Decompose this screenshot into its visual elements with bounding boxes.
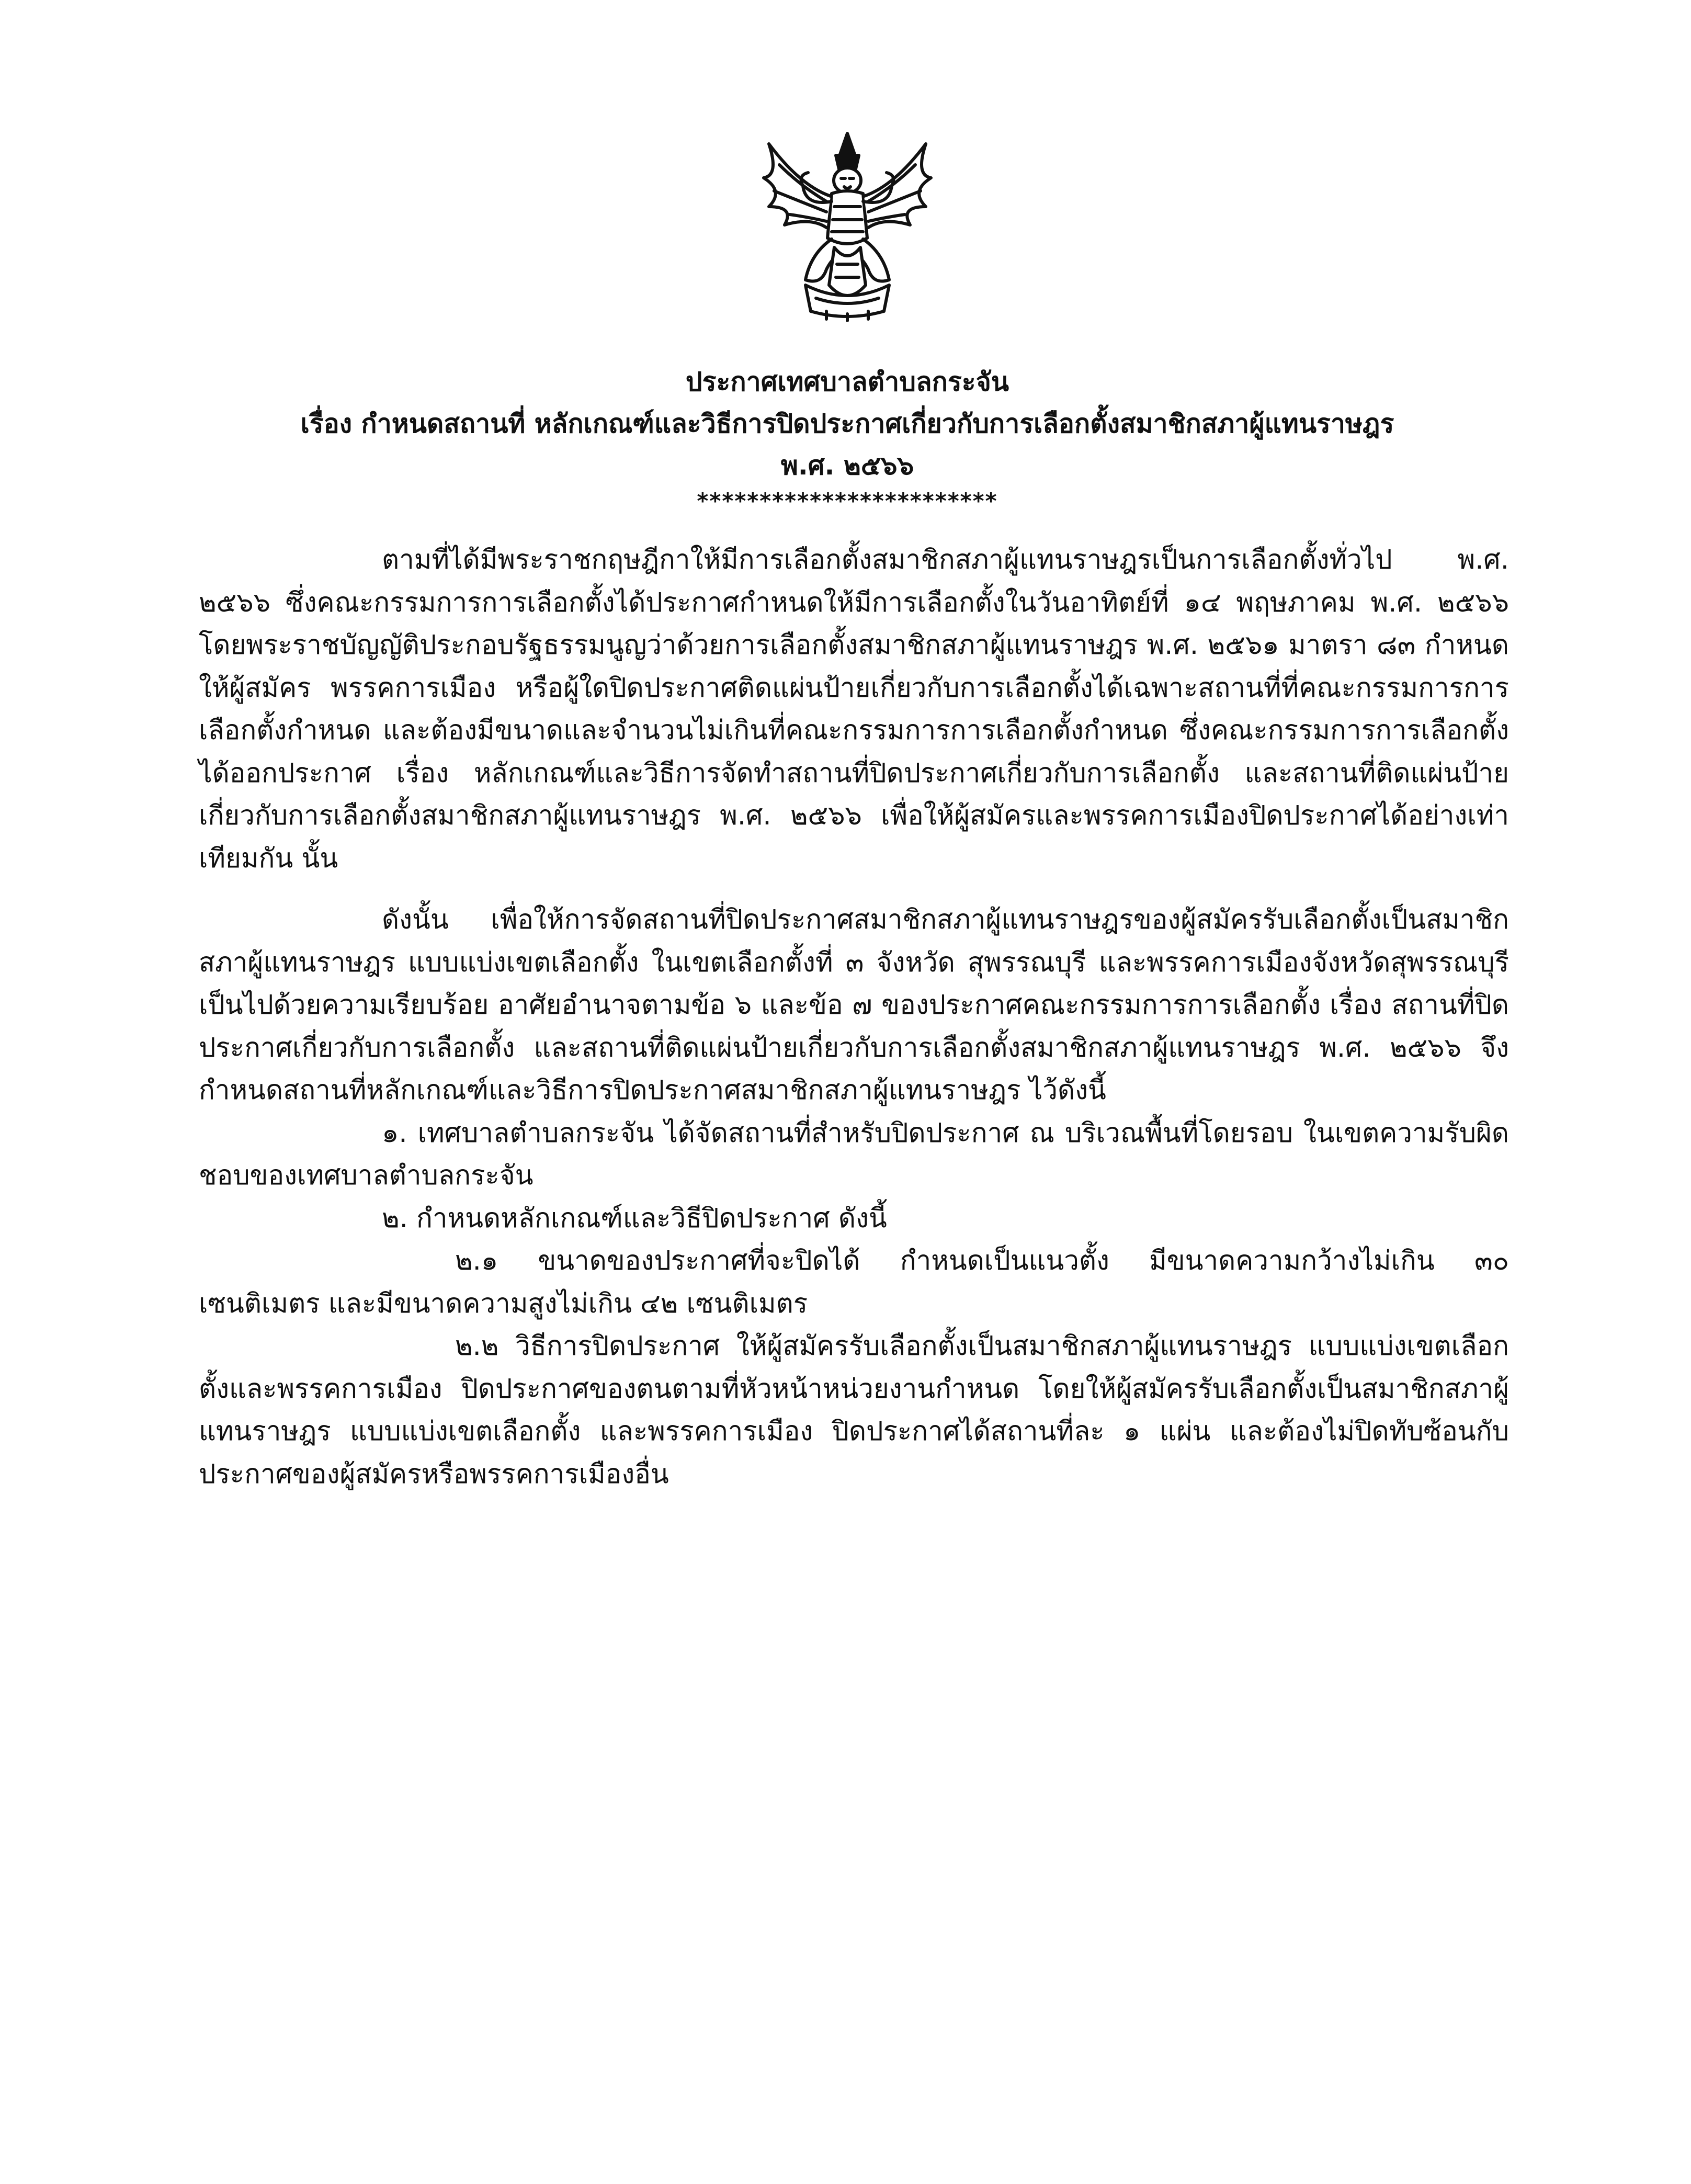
title-separator: ************************ — [697, 488, 998, 514]
paragraph-decision: ดังนั้น เพื่อให้การจัดสถานที่ปิดประกาศสมาชิกสภาผู้แทนราษฎรของผู้สมัครรับเลือกตั้งเป็นสมาชิกสภาผู้แทนราษฎร แบบแบ่งเขตเลือกตั้ง ในเขตเลือกตั้งที่ ๓ จังหวัด สุพรรณบุรี และพรรคการเมืองจังหวัดสุพรรณบุรี เป็นไปด้วยความเรียบร้อย อาศัยอำนาจตามข้อ ๖ และข้อ ๗ ของประกาศคณะกรรมการการเลือกตั้ง เรื่อง สถานที่ปิดประกาศเกี่ยวกับการเลือกตั้ง และสถานที่ติดแผ่นป้ายเกี่ยวกับการเลือกตั้งสมาชิกสภาผู้แทนราษฎร พ.ศ. ๒๕๖๖ จึงกำหนดสถานที่หลักเกณฑ์และวิธีการปิดประกาศสมาชิกสภาผู้แทนราษฎร ไว้ดังนี้ — [199, 904, 1509, 1106]
list-item-2-2: ๒.๒ วิธีการปิดประกาศ ให้ผู้สมัครรับเลือกตั้งเป็นสมาชิกสภาผู้แทนราษฎร แบบแบ่งเขตเลือกตั้งและพรรคการเมือง ปิดประกาศของตนตามที่หัวหน้าหน่วยงานกำหนด โดยให้ผู้สมัครรับเลือกตั้งเป็นสมาชิกสภาผู้แทนราษฎร แบบแบ่งเขตเลือกตั้ง และพรรคการเมือง ปิดประกาศได้สถานที่ละ ๑ แผ่น และต้องไม่ปิดทับซ้อนกับประกาศของผู้สมัครหรือพรรคการเมืองอื่น — [199, 1331, 1509, 1490]
list-item-2: ๒. กำหนดหลักเกณฑ์และวิธีปิดประกาศ ดังนี้ — [382, 1203, 887, 1234]
title-block — [194, 361, 1501, 516]
announcement-title: ประกาศเทศบาลตำบลกระจัน — [685, 367, 1009, 397]
list-item-1: ๑. เทศบาลตำบลกระจัน ได้จัดสถานที่สำหรับปิดประกาศ ณ บริเวณพื้นที่โดยรอบ ในเขตความรับผิดชอบของเทศบาลตำบลกระจัน — [199, 1117, 1509, 1191]
announcement-subject: เรื่อง กำหนดสถานที่ หลักเกณฑ์และวิธีการปิดประกาศเกี่ยวกับการเลือกตั้งสมาชิกสภาผู้แทนราษฎร — [300, 409, 1394, 439]
paragraph-intro: ตามที่ได้มีพระราชกฤษฎีกาให้มีการเลือกตั้งสมาชิกสภาผู้แทนราษฎรเป็นการเลือกตั้งทั่วไป พ.ศ. ๒๕๖๖ ซึ่งคณะกรรมการการเลือกตั้งได้ประกาศกำหนดให้มีการเลือกตั้งในวันอาทิตย์ที่ ๑๔ พฤษภาคม พ.ศ. ๒๕๖๖ โดยพระราชบัญญัติประกอบรัฐธรรมนูญว่าด้วยการเลือกตั้งสมาชิกสภาผู้แทนราษฎร พ.ศ. ๒๕๖๑ มาตรา ๘๓ กำหนดให้ผู้สมัคร พรรคการเมือง หรือผู้ใดปิดประกาศติดแผ่นป้ายเกี่ยวกับการเลือกตั้งได้เฉพาะสถานที่ที่คณะกรรมการการเลือกตั้งกำหนด และต้องมีขนาดและจำนวนไม่เกินที่คณะกรรมการการเลือกตั้งกำหนด ซึ่งคณะกรรมการการเลือกตั้งได้ออกประกาศ เรื่อง หลักเกณฑ์และวิธีการจัดทำสถานที่ปิดประกาศเกี่ยวกับการเลือกตั้ง และสถานที่ติดแผ่นป้ายเกี่ยวกับการเลือกตั้งสมาชิกสภาผู้แทนราษฎร พ.ศ. ๒๕๖๖ เพื่อให้ผู้สมัครและพรรคการเมืองปิดประกาศได้อย่างเท่าเทียมกัน นั้น — [199, 545, 1509, 874]
garuda-emblem-icon — [748, 128, 947, 322]
list-item-2-1: ๒.๑ ขนาดของประกาศที่จะปิดได้ กำหนดเป็นแนวตั้ง มีขนาดความกว้างไม่เกิน ๓๐ เซนติเมตร และมีขนาดความสูงไม่เกิน ๔๒ เซนติเมตร — [199, 1246, 1509, 1319]
announcement-year: พ.ศ. ๒๕๖๖ — [780, 450, 914, 481]
announcement-body — [199, 539, 1509, 1496]
